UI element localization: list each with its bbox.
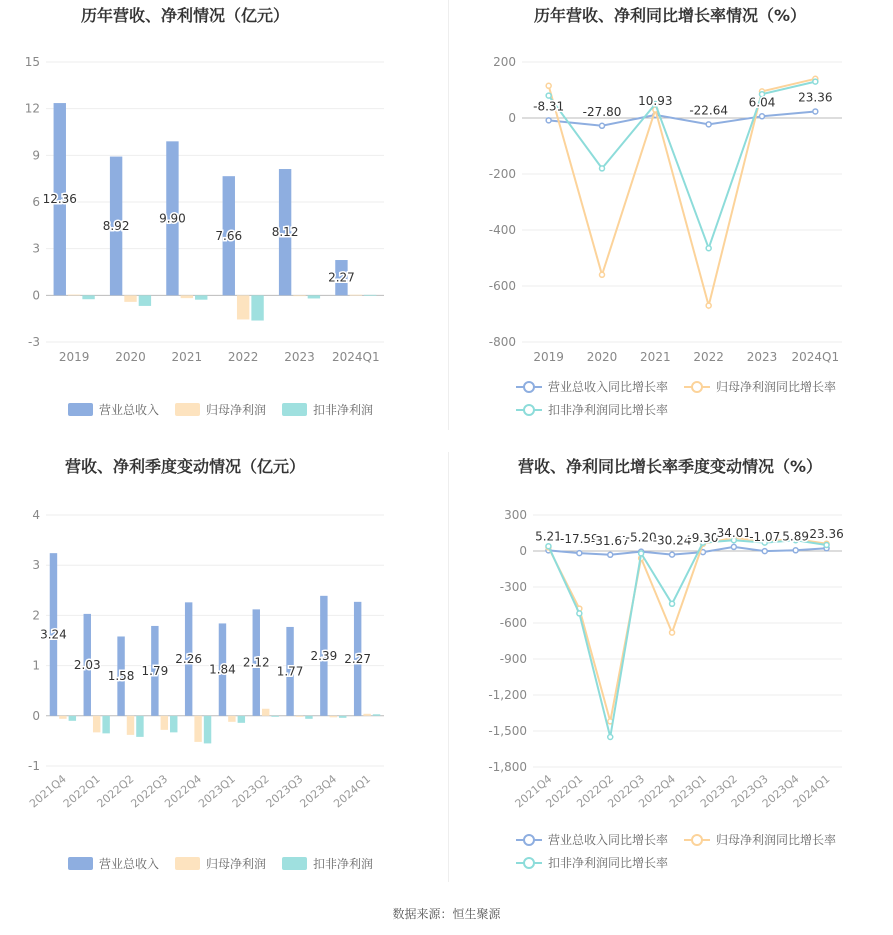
- data-point: [731, 544, 736, 549]
- legend-label: 营业总收入同比增长率: [548, 833, 669, 847]
- data-label: -9.30: [687, 531, 719, 546]
- data-point: [600, 166, 605, 171]
- bar-net-profit: [161, 716, 168, 730]
- bar-deducted-profit: [373, 714, 380, 716]
- x-tick-label: 2023Q3: [263, 772, 306, 811]
- legend: [68, 402, 373, 417]
- source-note: 数据来源：恒生聚源: [392, 907, 501, 921]
- legend-swatch: [282, 857, 307, 870]
- bar-net-profit: [127, 716, 134, 735]
- y-tick-label: 2: [32, 608, 40, 623]
- legend-label: 扣非净利润: [313, 403, 374, 417]
- data-point: [706, 122, 711, 127]
- x-tick-label: 2023Q4: [759, 772, 802, 811]
- chart-panel-1: [25, 6, 384, 417]
- data-point: [760, 114, 765, 119]
- x-tick-label: 2024Q1: [331, 772, 374, 811]
- y-tick-label: -400: [488, 223, 516, 237]
- bar-net-profit: [68, 295, 80, 296]
- x-tick-label: 2022Q4: [636, 772, 678, 811]
- x-tick-label: 2019: [533, 350, 564, 364]
- legend-swatch: [175, 403, 200, 416]
- data-label: -17.59: [560, 532, 599, 547]
- data-point: [670, 552, 675, 557]
- y-tick-label: -1,500: [488, 724, 527, 738]
- bar-net-profit: [181, 295, 193, 298]
- data-point: [793, 548, 798, 553]
- data-label: 9.90: [159, 211, 186, 226]
- y-tick-label: 0: [32, 288, 40, 303]
- y-tick-label: 0: [32, 708, 40, 723]
- chart-panel-3: [27, 457, 384, 871]
- chart-title: 营收、净利同比增长率季度变动情况（%）: [517, 457, 823, 476]
- x-tick-label: 2021: [640, 350, 671, 364]
- y-tick-label: -1,800: [488, 760, 527, 774]
- data-label: 2.39: [310, 648, 338, 663]
- bar-deducted-profit: [102, 716, 109, 734]
- bar-net-profit: [330, 716, 337, 718]
- data-label: -22.64: [689, 103, 729, 118]
- data-label: 1.84: [209, 662, 236, 677]
- y-tick-label: -200: [488, 167, 516, 181]
- x-tick-label: 2022: [693, 350, 724, 364]
- legend-marker: [524, 835, 534, 845]
- legend-swatch: [175, 857, 200, 870]
- y-tick-label: 4: [32, 508, 40, 522]
- legend-label: 营业总收入同比增长率: [548, 380, 669, 394]
- series-line: [548, 540, 826, 737]
- y-tick-label: 0: [508, 111, 516, 125]
- bar-net-profit: [59, 716, 66, 719]
- data-label: 5.21: [535, 529, 562, 544]
- data-point: [706, 246, 711, 251]
- data-point: [670, 601, 675, 606]
- data-point: [706, 303, 711, 308]
- data-point: [600, 123, 605, 128]
- y-tick-label: 0: [519, 544, 527, 558]
- data-label: 3.24: [40, 627, 67, 642]
- bar-deducted-profit: [339, 716, 346, 718]
- y-tick-label: 3: [32, 241, 40, 256]
- data-label: -27.80: [582, 104, 622, 119]
- y-tick-label: 15: [24, 55, 40, 69]
- bar-net-profit: [194, 716, 201, 742]
- data-label: 12.36: [42, 192, 77, 207]
- data-label: -1.07: [749, 530, 781, 545]
- legend-label: 归母净利润同比增长率: [716, 380, 837, 394]
- x-tick-label: 2022: [227, 350, 259, 364]
- legend-label: 营业总收入: [99, 857, 160, 871]
- x-tick-label: 2022Q3: [605, 772, 648, 811]
- bar-deducted-profit: [305, 716, 312, 719]
- data-point: [670, 630, 675, 635]
- legend: [516, 832, 836, 870]
- chart-panel-4: [488, 457, 843, 870]
- x-tick-label: 2023Q4: [297, 772, 340, 811]
- data-point: [813, 109, 818, 114]
- bar-deducted-profit: [204, 716, 211, 744]
- legend-marker: [692, 382, 702, 392]
- y-tick-label: 200: [493, 55, 516, 69]
- legend-marker: [524, 382, 534, 392]
- y-tick-label: 3: [32, 558, 40, 573]
- x-tick-label: 2023: [746, 350, 778, 364]
- data-label: 1.58: [107, 669, 135, 684]
- bar-deducted-profit: [170, 716, 177, 733]
- legend-marker: [692, 835, 702, 845]
- data-point: [608, 552, 613, 557]
- y-tick-label: -1,200: [488, 688, 527, 702]
- data-label: 23.36: [809, 527, 844, 542]
- data-label: 5.89: [782, 529, 810, 544]
- x-tick-label: 2020: [115, 350, 146, 364]
- data-label: 2.27: [328, 270, 355, 285]
- data-point: [577, 611, 582, 616]
- y-tick-label: 1: [32, 658, 40, 673]
- x-tick-label: 2019: [58, 350, 90, 364]
- x-tick-label: 2022Q3: [128, 772, 171, 811]
- bar-net-profit: [350, 295, 362, 296]
- data-label: 10.93: [638, 93, 673, 108]
- legend-label: 扣非净利润: [313, 857, 374, 871]
- data-label: 2.27: [344, 651, 372, 666]
- x-tick-label: 2021Q4: [512, 772, 555, 811]
- y-tick-label: -600: [499, 616, 527, 630]
- data-point: [813, 79, 818, 84]
- data-label: 8.92: [102, 218, 130, 233]
- y-tick-label: -3: [28, 335, 40, 349]
- bar-net-profit: [124, 295, 136, 302]
- legend-swatch: [68, 857, 93, 870]
- chart-title: 历年营收、净利同比增长率情况（%）: [533, 6, 807, 25]
- x-tick-label: 2023: [284, 350, 315, 364]
- bar-deducted-profit: [195, 295, 207, 299]
- y-tick-label: -800: [488, 335, 516, 349]
- legend-label: 扣非净利润同比增长率: [548, 856, 669, 870]
- x-tick-label: 2023Q2: [697, 772, 740, 811]
- bar-deducted-profit: [364, 295, 376, 296]
- x-tick-label: 2022Q2: [94, 772, 137, 811]
- y-tick-label: 12: [24, 101, 40, 116]
- y-tick-label: 6: [32, 195, 40, 209]
- y-tick-label: 9: [32, 148, 40, 163]
- data-label: -30.24: [652, 533, 692, 548]
- x-tick-label: 2024Q1: [332, 350, 380, 364]
- data-point: [546, 93, 551, 98]
- x-tick-label: 2023Q1: [196, 772, 238, 811]
- legend-marker: [524, 858, 534, 868]
- bar-deducted-profit: [82, 295, 94, 299]
- bar-net-profit: [296, 716, 303, 717]
- x-tick-label: 2024Q1: [790, 772, 833, 811]
- chart-title: 营收、净利季度变动情况（亿元）: [64, 457, 306, 476]
- data-point: [546, 83, 551, 88]
- bar-deducted-profit: [271, 716, 278, 717]
- data-label: -5.20: [625, 530, 657, 545]
- bar-deducted-profit: [251, 295, 263, 320]
- bar-net-profit: [228, 716, 235, 722]
- data-label: -8.31: [533, 99, 565, 114]
- x-tick-label: 2022Q1: [543, 772, 586, 811]
- data-point: [546, 544, 551, 549]
- data-label: 6.04: [748, 95, 776, 110]
- y-tick-label: 300: [504, 508, 527, 522]
- data-point: [762, 549, 767, 554]
- x-tick-label: 2023Q1: [667, 772, 709, 811]
- chart-panel-2: [489, 6, 842, 417]
- data-point: [608, 735, 613, 740]
- data-label: 7.66: [215, 228, 243, 243]
- data-point: [600, 272, 605, 277]
- chart-title: 历年营收、净利情况（亿元）: [80, 6, 290, 25]
- data-label: 23.36: [798, 90, 833, 105]
- data-point: [577, 551, 582, 556]
- legend-label: 归母净利润: [206, 403, 267, 417]
- legend-label: 营业总收入: [99, 403, 160, 417]
- legend-label: 归母净利润同比增长率: [716, 833, 837, 847]
- bar-deducted-profit: [139, 295, 151, 306]
- x-tick-label: 2020: [586, 350, 618, 364]
- x-tick-label: 2022Q2: [574, 772, 617, 811]
- y-tick-label: -900: [499, 652, 527, 666]
- bar-deducted-profit: [69, 716, 76, 721]
- x-tick-label: 2021Q4: [27, 772, 69, 811]
- data-point: [639, 551, 644, 556]
- data-point: [546, 118, 551, 123]
- legend-label: 归母净利润: [206, 857, 267, 871]
- data-label: -31.67: [590, 533, 630, 548]
- legend-label: 扣非净利润同比增长率: [548, 403, 669, 417]
- data-label: 34.01: [716, 525, 752, 540]
- bar-deducted-profit: [308, 295, 320, 298]
- series-line: [548, 538, 826, 722]
- data-label: 1.79: [141, 663, 169, 678]
- legend-swatch: [68, 403, 93, 416]
- data-label: 8.12: [271, 225, 299, 240]
- y-tick-label: -300: [499, 580, 527, 594]
- legend-marker: [524, 405, 534, 415]
- bar-net-profit: [237, 295, 249, 319]
- legend: [68, 856, 373, 871]
- bar-deducted-profit: [136, 716, 143, 737]
- bar-net-profit: [93, 716, 100, 733]
- x-tick-label: 2023Q3: [728, 772, 771, 811]
- y-tick-label: -600: [488, 279, 516, 293]
- data-label: 2.26: [175, 652, 203, 667]
- x-tick-label: 2023Q2: [229, 772, 272, 811]
- legend-swatch: [282, 403, 307, 416]
- x-tick-label: 2022Q1: [60, 772, 103, 811]
- bar-net-profit: [363, 714, 370, 716]
- data-label: 2.12: [242, 655, 270, 670]
- data-label: 2.03: [73, 657, 101, 672]
- bar-net-profit: [293, 295, 305, 296]
- data-point: [824, 543, 829, 548]
- y-tick-label: -1: [28, 759, 40, 773]
- x-tick-label: 2024Q1: [791, 350, 840, 364]
- bar-deducted-profit: [238, 716, 245, 723]
- legend: [516, 379, 836, 417]
- data-label: 1.77: [276, 664, 304, 679]
- bar-net-profit: [262, 709, 269, 716]
- x-tick-label: 2022Q4: [162, 772, 205, 811]
- x-tick-label: 2021: [171, 350, 203, 364]
